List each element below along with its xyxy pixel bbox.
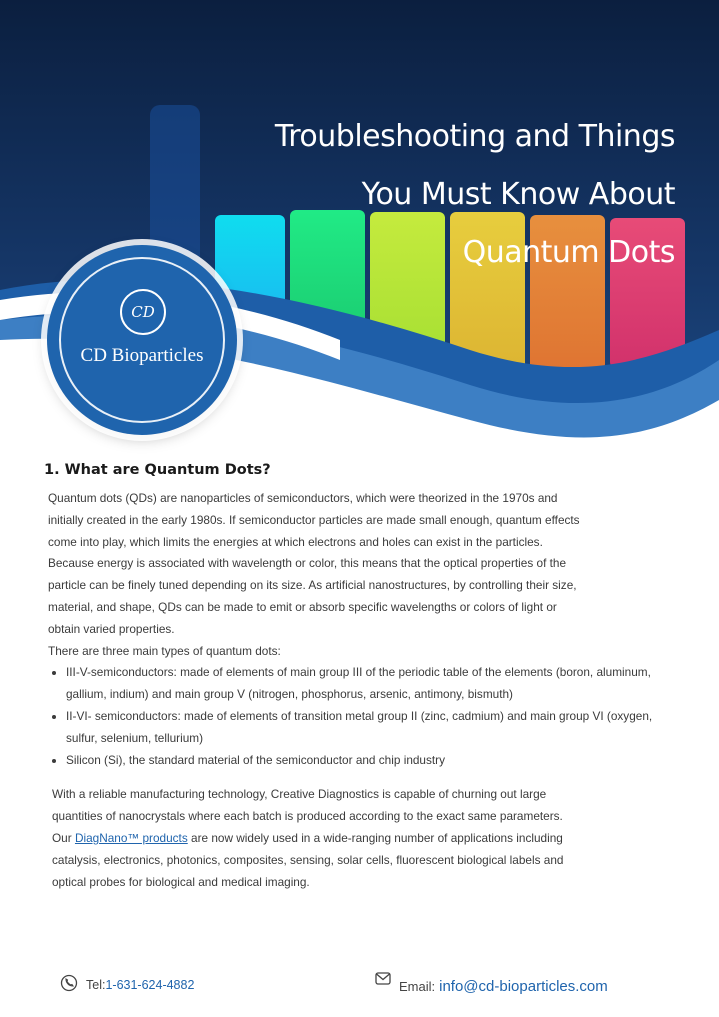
tel-label: Tel:: [86, 977, 106, 992]
paragraph-line: Because energy is associated with wavelength or color, this means that the optical properties of the: [48, 556, 567, 571]
list-item: • Silicon (Si), the standard material of the semiconductor and chip industry: [66, 750, 678, 772]
list-item: • II-VI- semiconductors: made of elements of transition metal group II (zinc, cadmium) and main group VI (oxygen, sulfur, selenium, tellurium): [66, 706, 678, 750]
closing-prefix: Our: [52, 830, 75, 845]
paragraph-line-with-link: [52, 828, 678, 850]
paragraph-line: quantities of nanocrystals where each batch is produced according to the exact same parameters.: [52, 809, 563, 824]
intro-paragraph: [48, 488, 678, 662]
paragraph-line: particle can be finely tuned depending on its size. As artificial nanostructures, by controlling their size,: [48, 578, 577, 593]
logo-mark: CD: [120, 289, 166, 335]
mail-icon: [375, 978, 391, 995]
paragraph-line: obtain varied properties.: [48, 621, 175, 636]
closing-paragraph: [48, 784, 678, 893]
logo-ring: [59, 257, 225, 423]
company-logo: [47, 245, 237, 435]
tel-number[interactable]: 1-631-624-4882: [105, 977, 195, 992]
footer: [0, 970, 719, 1010]
email-label: Email:: [399, 979, 436, 994]
paragraph-line: There are three main types of quantum dots:: [48, 643, 281, 658]
paragraph-line: initially created in the early 1980s. If semiconductor particles are made small enough, quantum effects: [48, 512, 580, 527]
hero-banner: [0, 0, 719, 470]
qd-types-list: [48, 662, 678, 771]
footer-tel: [60, 974, 194, 995]
paragraph-line: catalysis, electronics, photonics, composites, sensing, solar cells, fluorescent biological labels and: [52, 852, 564, 867]
title-line-2: You Must Know About: [361, 177, 675, 212]
document-title: [155, 108, 675, 282]
paragraph-line: With a reliable manufacturing technology, Creative Diagnostics is capable of churning out large: [52, 787, 547, 802]
main-content: [44, 462, 678, 893]
list-item: • III-V-semiconductors: made of elements of main group III of the periodic table of the elements (boron, aluminum, gallium, indium) and main group V (nitrogen, phosphorus, arsenic, antimony, bismuth): [66, 662, 678, 706]
paragraph-line: optical probes for biological and medical imaging.: [52, 874, 310, 889]
footer-email: [375, 978, 608, 995]
paragraph-line: Quantum dots (QDs) are nanoparticles of semiconductors, which were theorized in the 1970s and: [48, 491, 558, 505]
logo-text: CD Bioparticles: [80, 345, 204, 366]
email-address[interactable]: info@cd-bioparticles.com: [439, 978, 608, 995]
paragraph-line: material, and shape, QDs can be made to emit or absorb specific wavelengths or colors of light or: [48, 599, 557, 614]
phone-icon: [60, 974, 78, 995]
section-heading: 1. What are Quantum Dots?: [44, 462, 271, 478]
paragraph-line: come into play, which limits the energies at which electrons and holes can exist in the particles.: [48, 534, 543, 549]
title-line-3: Quantum Dots: [462, 235, 675, 270]
diagnano-products-link[interactable]: DiagNano™ products: [74, 830, 188, 845]
title-line-1: Troubleshooting and Things: [274, 119, 675, 154]
closing-rest: are now widely used in a wide-ranging number of applications including: [187, 830, 563, 845]
